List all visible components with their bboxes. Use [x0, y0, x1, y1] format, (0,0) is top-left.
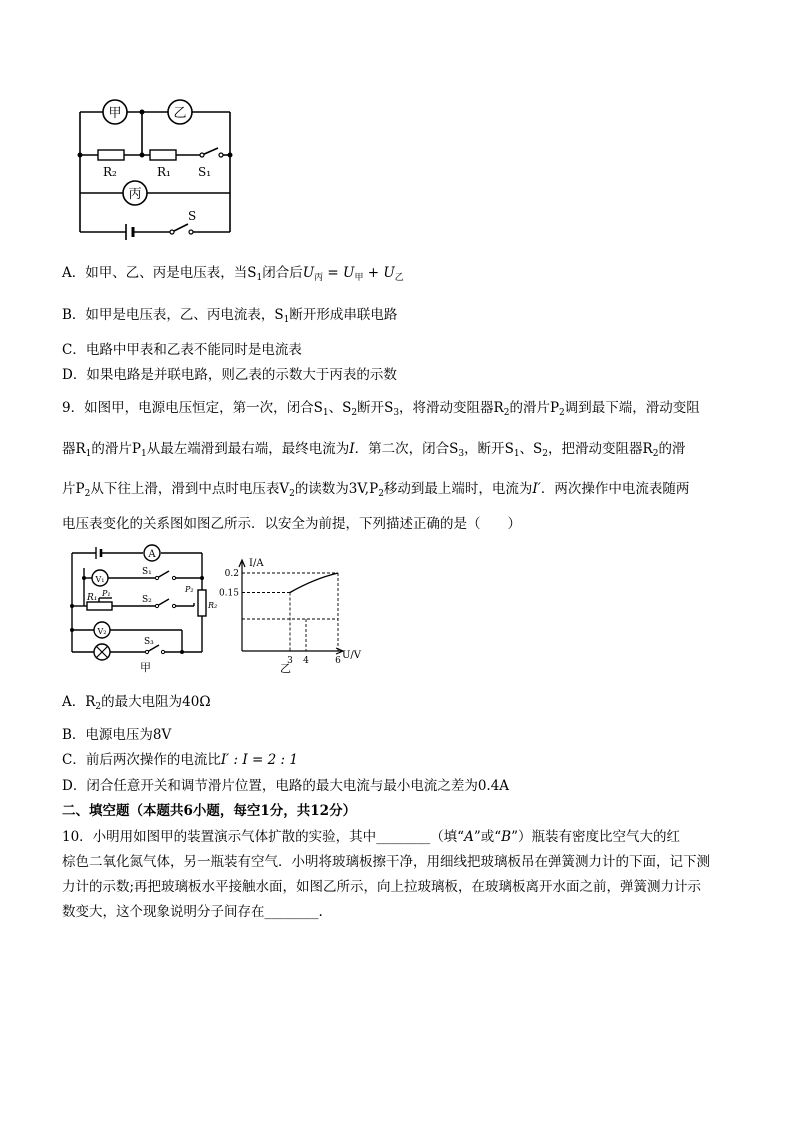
q9-text: 片	[62, 481, 76, 497]
q9-text: 、	[328, 400, 343, 416]
v1-label: V₁	[95, 575, 105, 584]
plus: +	[363, 265, 384, 281]
q9-line-1	[62, 399, 700, 422]
q9-text: 从下往上滑，滑到中点时电压表	[90, 481, 280, 497]
sym: P	[549, 400, 560, 416]
q9-text: 、	[519, 441, 534, 457]
option-b-text: B．如甲是电压表，乙、丙电流表，	[62, 307, 275, 323]
r2-label: R₂	[103, 165, 117, 179]
q9-option-b: B．电源电压为8V	[62, 727, 172, 743]
y-axis-label: I/A	[249, 558, 264, 569]
q9-line-4: 电压表变化的关系图如图乙所示．以安全为前提，下列描述正确的是（ ）	[62, 516, 521, 532]
caption-jia: 甲	[140, 661, 151, 674]
q8-circuit-figure	[70, 92, 240, 237]
q9-text: ．第二次，闭合	[354, 441, 450, 457]
q10-text: 数变大，这个现象说明分子间存在	[62, 904, 265, 920]
q9-text: ，断开	[464, 441, 505, 457]
sym: I	[349, 441, 355, 457]
s-symbol: S	[274, 307, 284, 323]
sym: S	[533, 441, 543, 457]
v2-label: V₂	[97, 627, 107, 636]
option-a-mid: 闭合后	[262, 265, 303, 281]
sub: 1	[322, 408, 329, 418]
sub: 1	[85, 449, 92, 459]
q8-option-b	[62, 306, 397, 329]
q9-text: 的滑片	[91, 441, 132, 457]
q8-option-d: D．如果电路是并联电路，则乙表的示数大于丙表的示数	[62, 367, 397, 383]
series-line	[290, 573, 338, 593]
r2-label: R₂	[208, 601, 218, 610]
q9-text: 的读数为3V,	[294, 481, 370, 497]
sym: R	[75, 441, 86, 457]
x-axis-label: U/V	[342, 650, 362, 661]
caption-yi: 乙	[280, 662, 291, 675]
current-ratio: I′ : I = 2 : 1	[220, 752, 298, 768]
sub: 3	[393, 408, 400, 418]
p2-label: P₂	[185, 585, 194, 594]
q9-text: 的滑	[658, 441, 686, 457]
meter-bing-label: 丙	[128, 187, 142, 202]
sub: 2	[559, 408, 565, 418]
meter-yi-label: 乙	[173, 106, 187, 121]
s1-label: S₁	[142, 567, 152, 577]
p1-label: P₁	[102, 589, 111, 598]
iu-chart	[218, 554, 372, 680]
option-b-post: 断开形成串联电路	[289, 307, 398, 323]
q10-line-4	[62, 903, 323, 921]
q8-option-a	[62, 264, 404, 287]
r1-label: R₁	[87, 593, 98, 603]
q10-text: ”）瓶装有密度比空气大的红	[511, 829, 680, 845]
q9-circuit-figure	[62, 540, 222, 675]
q9-text: 器	[62, 441, 76, 457]
sub: 2	[652, 449, 659, 459]
sym: S	[449, 441, 459, 457]
option-letter: A	[464, 829, 474, 845]
q9-text: ．两次操作中电流表随两	[540, 481, 690, 497]
q9-text: 9．如图甲，电源电压恒定，第一次，闭合	[62, 400, 314, 416]
sym: I′	[532, 481, 541, 497]
s-sub: 1	[283, 315, 290, 325]
q9-option-d: D．闭合任意开关和调节滑片位置，电路的最大电流与最小电流之差为0.4A	[62, 778, 510, 794]
s3-label: S₃	[144, 637, 154, 647]
sym: S	[384, 400, 394, 416]
sym: R	[85, 694, 96, 710]
sym: S	[342, 400, 352, 416]
q10-line-3: 力计的示数;再把玻璃板水平接触水面，如图乙所示，向上拉玻璃板，在玻璃板离开水面之前，弹簧测力计示	[62, 879, 702, 895]
q9-option-a	[62, 693, 211, 716]
u-sub: 丙	[314, 273, 324, 283]
x-tick-label: 6	[335, 656, 341, 666]
q10-line-1	[62, 828, 680, 846]
q10-text: .	[318, 904, 323, 920]
s-symbol: S	[247, 265, 257, 281]
u-symbol: U	[343, 265, 355, 281]
sub: 2	[351, 408, 358, 418]
q9-text: ，将滑动变阻器	[399, 400, 494, 416]
option-c-text: C．前后两次操作的电流比	[62, 752, 221, 768]
sub: 3	[458, 449, 465, 459]
sym: S	[504, 441, 514, 457]
q10-text: 10．小明用如图甲的装置演示气体扩散的实验，其中	[62, 829, 377, 845]
y-tick-label: 0.15	[218, 588, 239, 599]
q9-line-3	[62, 480, 689, 503]
y-tick-label: 0.2	[224, 569, 239, 579]
s-sub: 1	[256, 273, 263, 283]
sym: V	[279, 481, 290, 497]
u-symbol: U	[383, 265, 395, 281]
sym: R	[493, 400, 504, 416]
equals: =	[323, 265, 344, 281]
sub: 2	[542, 449, 549, 459]
q10-text: （填“	[430, 829, 465, 845]
sub: 2	[95, 702, 102, 712]
sub: 2	[84, 489, 91, 499]
u-sub: 甲	[354, 273, 364, 283]
q9-text: ，把滑动变阻器	[548, 441, 643, 457]
sym: S	[313, 400, 323, 416]
u-symbol: U	[302, 265, 315, 281]
sub: 1	[141, 449, 147, 459]
option-letter: B	[501, 829, 512, 845]
q9-text: 移动到最上端时，电流为	[383, 481, 533, 497]
sym: P	[75, 481, 85, 497]
answer-blank: ________	[376, 829, 431, 845]
q9-option-c	[62, 751, 298, 769]
ammeter-label: A	[148, 549, 156, 560]
q9-text: 从最左端滑到最右端，最终电流为	[146, 441, 350, 457]
x-tick-label: 4	[303, 656, 309, 666]
sub: 2	[503, 408, 510, 418]
answer-blank: ________	[264, 904, 319, 920]
s-label: S	[188, 209, 197, 223]
q9-text: 的滑片	[509, 400, 550, 416]
sym: P	[369, 481, 379, 497]
option-a-post: 的最大电阻为40Ω	[101, 694, 211, 710]
q9-line-2	[62, 440, 685, 463]
option-a-text: A．如甲、乙、丙是电压表，当	[62, 265, 248, 281]
sub: 2	[378, 489, 384, 499]
q9-text: 调到最下端，滑动变阻	[564, 400, 700, 416]
q10-line-2: 棕色二氧化氮气体，另一瓶装有空气．小明将玻璃板擦干净，用细线把玻璃板吊在弹簧测力计的下面，记下测	[62, 854, 710, 870]
meter-jia-label: 甲	[108, 106, 122, 121]
r1-label: R₁	[157, 165, 171, 179]
x-tick-label: 3	[287, 656, 293, 666]
q10-text: ”或“	[473, 829, 502, 845]
u-sub: 乙	[394, 273, 404, 283]
s2-label: S₂	[142, 595, 152, 605]
s1-label: S₁	[198, 165, 212, 179]
option-a-text: A．	[62, 694, 86, 710]
sub: 1	[513, 449, 520, 459]
q8-option-c: C．电路中甲表和乙表不能同时是电流表	[62, 342, 302, 358]
sub: 2	[289, 489, 295, 499]
section-title: 二、填空题（本题共6小题，每空1分，共12分）	[62, 803, 357, 819]
sym: P	[131, 441, 141, 457]
q9-text: 断开	[357, 400, 385, 416]
sym: R	[642, 441, 653, 457]
